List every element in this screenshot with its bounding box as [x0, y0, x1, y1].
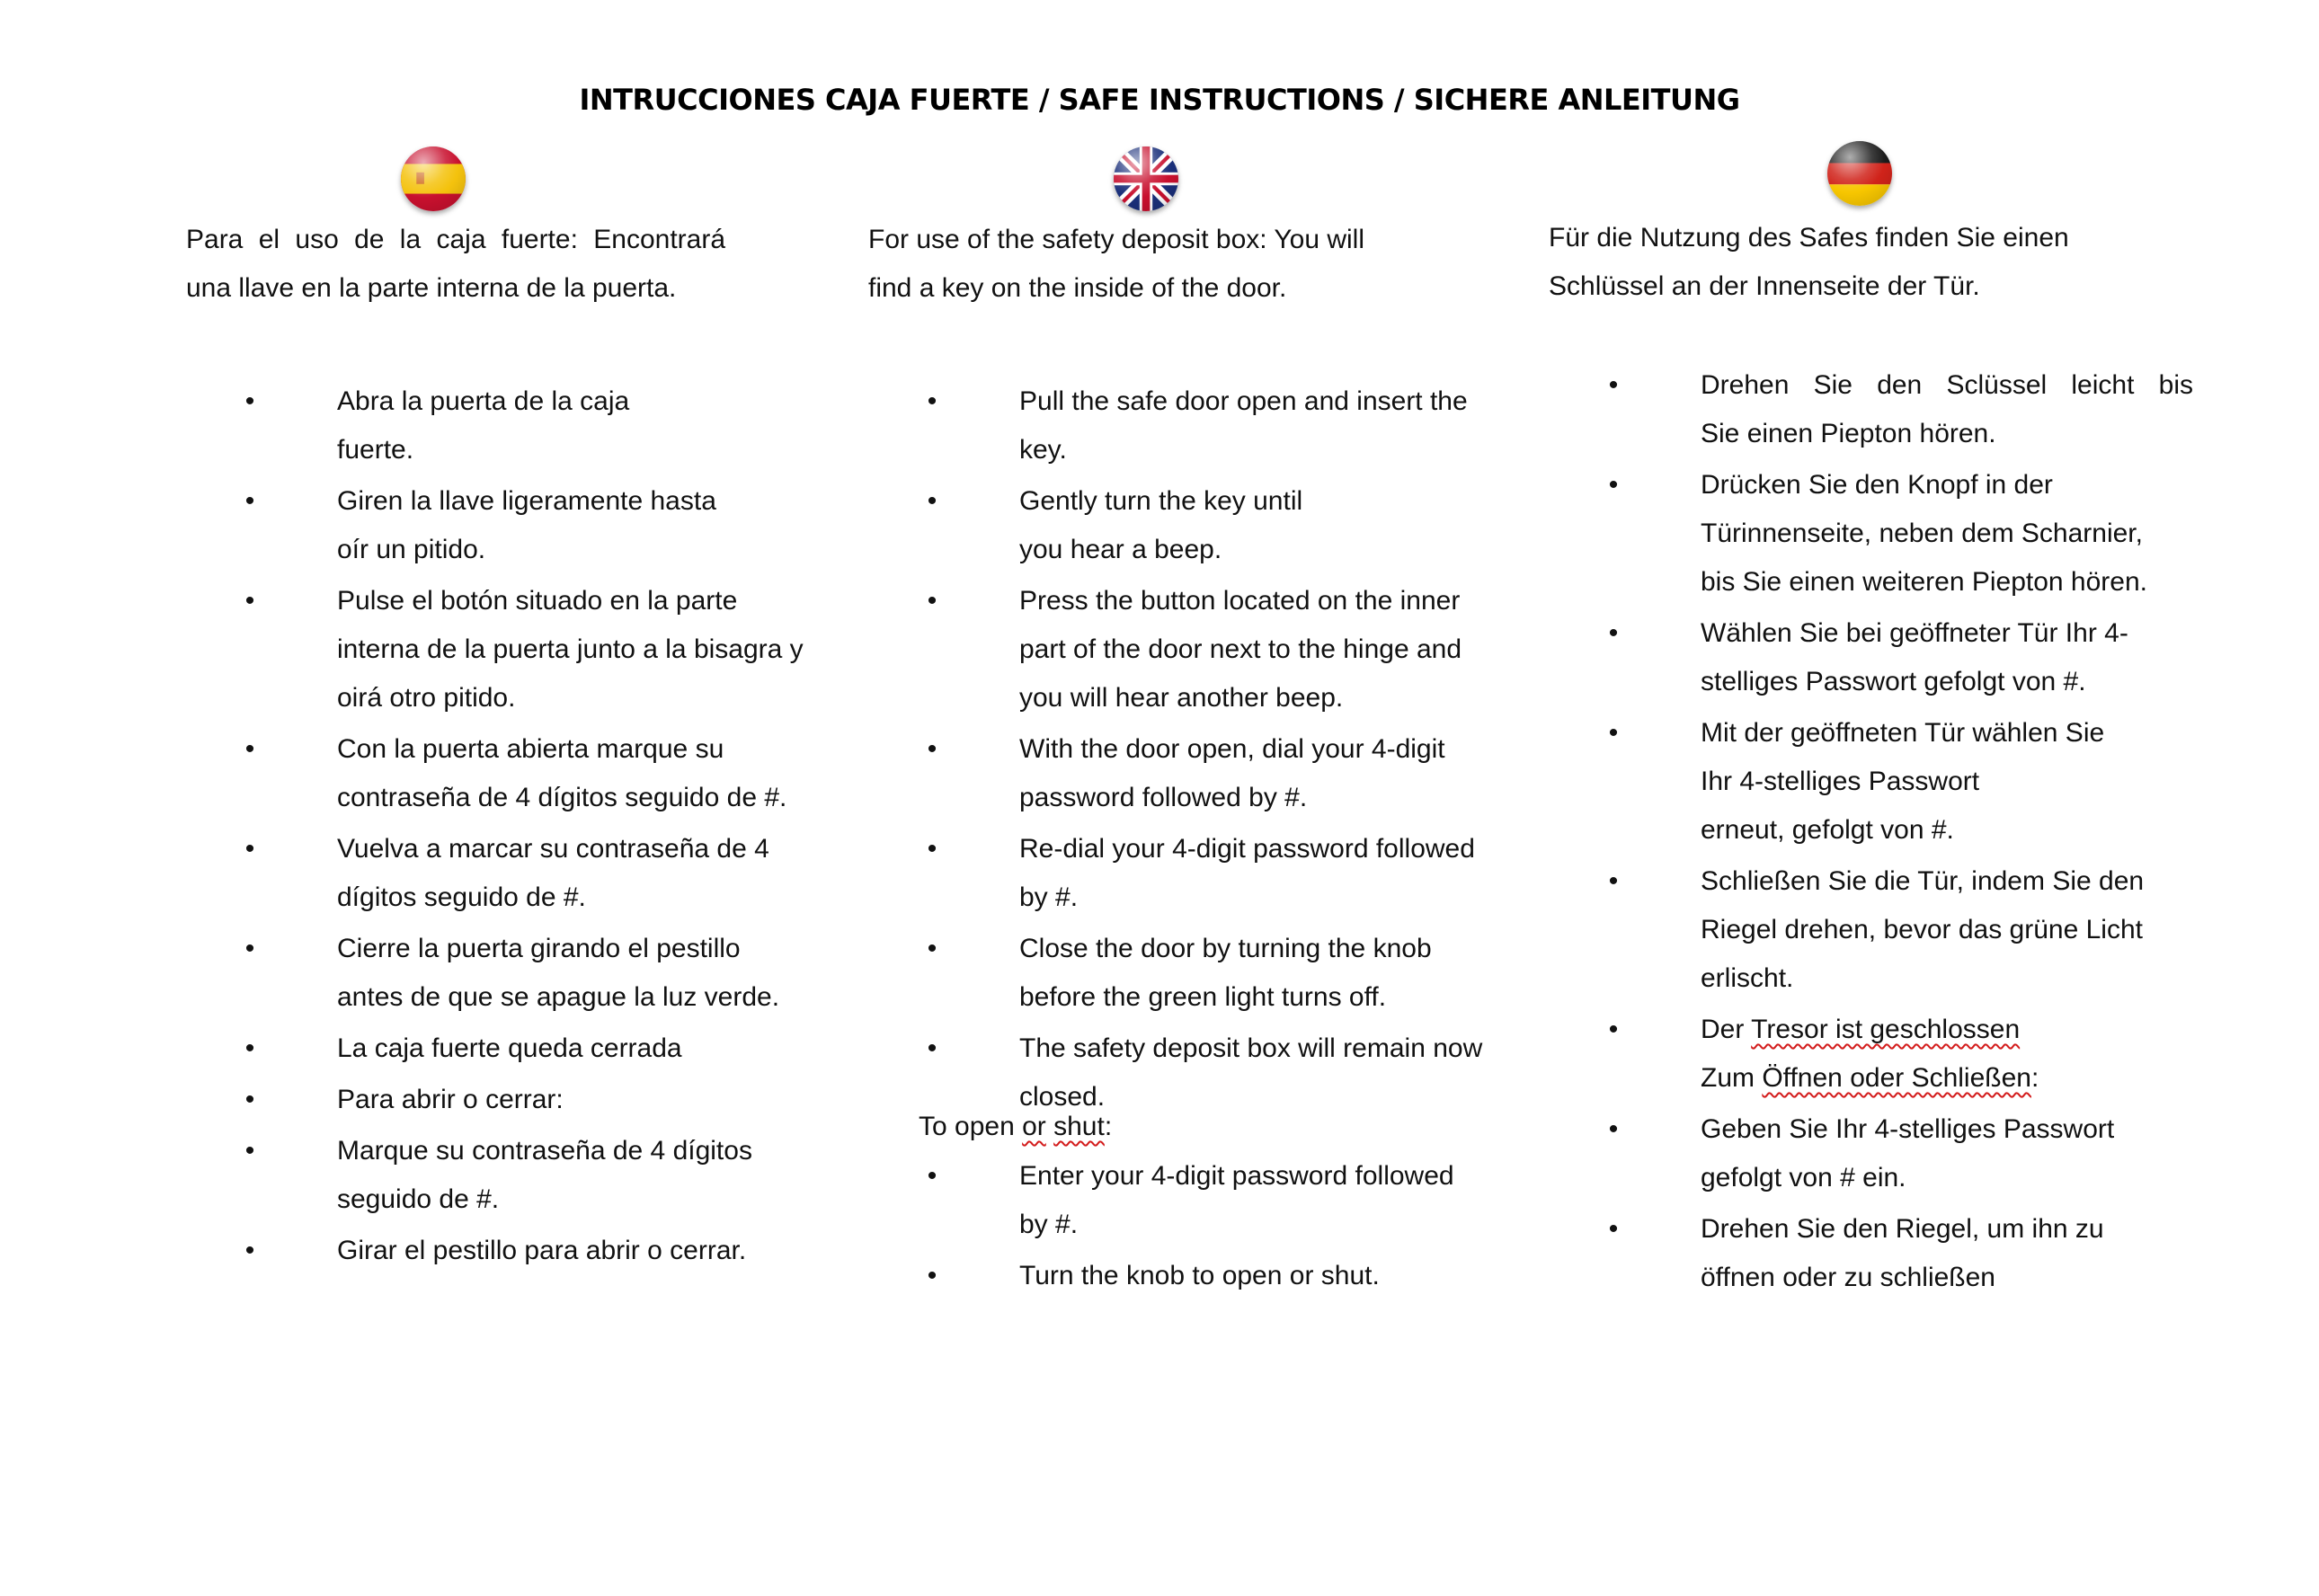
list-item: • Para abrir o cerrar:: [236, 1076, 812, 1124]
list-item: • Wählen Sie bei geöffneter Tür Ihr 4- stelliges Passwort gefolgt von #.: [1600, 609, 2157, 706]
list-item: • Cierre la puerta girando el pestillo antes de que se apague la luz verde.: [236, 925, 812, 1022]
list-item: • Press the button located on the inner part of the door next to the hinge and you will hear another beep.: [919, 577, 1494, 723]
intro-line: Para el uso de la caja fuerte: Encontrará: [186, 225, 725, 254]
english-intro: [868, 216, 1426, 313]
list-item: • Der Tresor ist geschlossen Zum Öffnen oder Schließen:: [1600, 1006, 2157, 1103]
list-item: • La caja fuerte queda cerrada: [236, 1024, 812, 1073]
list-item: • Vuelva a marcar su contraseña de 4 dígitos seguido de #.: [236, 825, 812, 922]
list-item: • Drehen Sie den Riegel, um ihn zu öffnen oder zu schließen: [1600, 1205, 2157, 1302]
page-title: INTRUCCIONES CAJA FUERTE / SAFE INSTRUCTIONS / SICHERE ANLEITUNG: [579, 83, 1740, 117]
list-item: • Drücken Sie den Knopf in der Türinnenseite, neben dem Scharnier, bis Sie einen weiteren Piepton hören.: [1600, 461, 2157, 607]
list-item: • Close the door by turning the knob before the green light turns off.: [919, 925, 1494, 1022]
spanish-intro: [186, 216, 725, 313]
english-column: [868, 216, 1426, 313]
german-steps: [1600, 361, 2193, 1305]
list-item: • The safety deposit box will remain now closed.: [919, 1024, 1494, 1122]
list-item: • Re-dial your 4-digit password followed by #.: [919, 825, 1494, 922]
english-steps-2: [919, 1152, 1494, 1303]
english-open-shut-heading: To open or shut:: [919, 1112, 1113, 1141]
list-item: • Pull the safe door open and insert the key.: [919, 377, 1494, 474]
list-item: • Schließen Sie die Tür, indem Sie den Riegel drehen, bevor das grüne Licht erlischt.: [1600, 857, 2157, 1003]
intro-line: Schlüssel an der Innenseite der Tür.: [1549, 271, 1980, 301]
list-item: • With the door open, dial your 4-digit password followed by #.: [919, 725, 1494, 822]
list-item: • Geben Sie Ihr 4-stelliges Passwort gefolgt von # ein.: [1600, 1105, 2157, 1202]
spanish-column: [186, 216, 725, 313]
intro-line: Für die Nutzung des Safes finden Sie einen: [1549, 223, 2069, 253]
spain-flag-icon: [401, 146, 466, 211]
intro-line: For use of the safety deposit box: You will: [868, 225, 1364, 254]
list-item: • Mit der geöffneten Tür wählen Sie Ihr 4-stelliges Passwort erneut, gefolgt von #.: [1600, 709, 2157, 855]
list-item: • Pulse el botón situado en la parte interna de la puerta junto a la bisagra y oirá otro pitido.: [236, 577, 812, 723]
list-item: • Con la puerta abierta marque su contraseña de 4 dígitos seguido de #.: [236, 725, 812, 822]
list-item: • Giren la llave ligeramente hasta oír un pitido.: [236, 477, 812, 574]
uk-flag-icon: [1114, 146, 1178, 211]
germany-flag-icon: [1827, 141, 1892, 206]
list-item: • Marque su contraseña de 4 dígitos seguido de #.: [236, 1127, 812, 1224]
intro-line: find a key on the inside of the door.: [868, 273, 1287, 303]
list-item: • Drehen Sie den Sclüssel leicht bis Sie einen Piepton hören.: [1600, 361, 2157, 458]
german-intro: [1549, 214, 2124, 311]
spanish-steps: [236, 377, 812, 1278]
list-item: • Gently turn the key until you hear a beep.: [919, 477, 1494, 574]
list-item: • Girar el pestillo para abrir o cerrar.: [236, 1227, 812, 1275]
german-column: [1549, 214, 2124, 311]
list-item: • Enter your 4-digit password followed by #.: [919, 1152, 1494, 1249]
intro-line: una llave en la parte interna de la puerta.: [186, 273, 677, 303]
list-item: • Turn the knob to open or shut.: [919, 1252, 1494, 1300]
english-steps: [919, 377, 1494, 1124]
list-item: • Abra la puerta de la caja fuerte.: [236, 377, 812, 474]
